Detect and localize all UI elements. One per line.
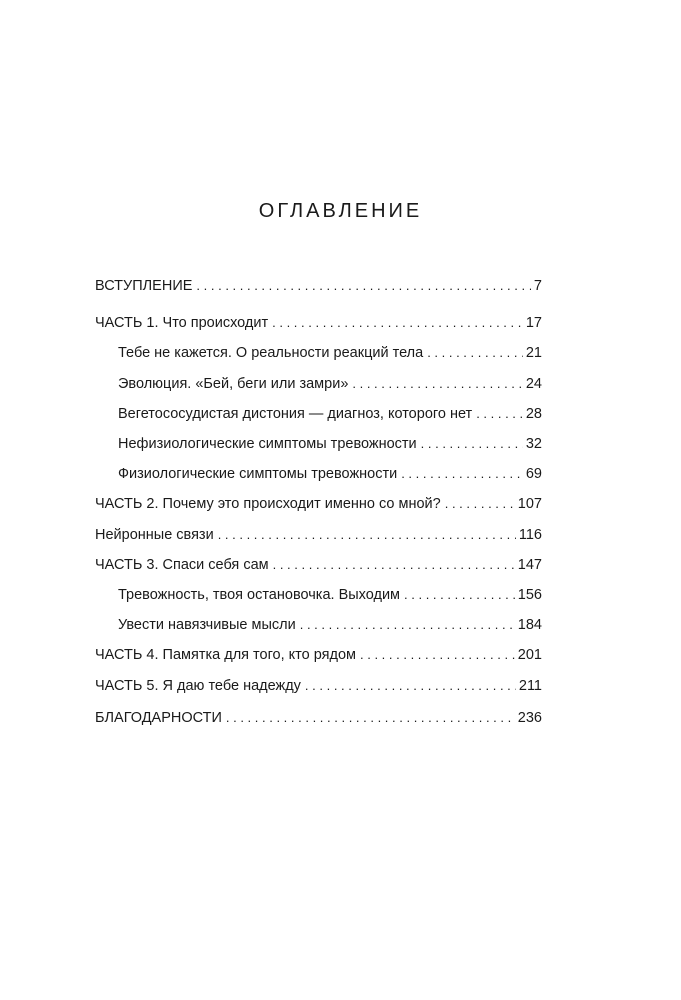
- toc-entry-page-number: 7: [533, 278, 542, 294]
- toc-entry[interactable]: [95, 374, 542, 394]
- toc-entry[interactable]: [95, 494, 542, 514]
- toc-entry-title: Вегетососудистая дистония — диагноз, которого нет: [118, 406, 473, 422]
- dot-leader: [476, 404, 523, 424]
- toc-entry[interactable]: [95, 313, 542, 333]
- toc-entry-title: ЧАСТЬ 4. Памятка для того, кто рядом: [95, 647, 356, 663]
- toc-entry[interactable]: [95, 404, 542, 424]
- toc-entry-page-number: 21: [525, 345, 542, 361]
- toc-entry[interactable]: [95, 645, 542, 665]
- toc-entry[interactable]: [95, 434, 542, 454]
- toc-entry[interactable]: [95, 343, 542, 363]
- toc-entry[interactable]: [95, 525, 542, 545]
- dot-leader: [196, 276, 531, 296]
- toc-entry-title: Тебе не кажется. О реальности реакций тела: [118, 345, 424, 361]
- dot-leader: [421, 434, 523, 454]
- toc-entry[interactable]: [95, 585, 542, 605]
- toc-entry-page-number: 156: [517, 587, 542, 603]
- toc-entry-page-number: 236: [517, 710, 542, 726]
- toc-entry-title: Эволюция. «Бей, беги или замри»: [118, 376, 349, 392]
- toc-entry-title: Тревожность, твоя остановочка. Выходим: [118, 587, 401, 603]
- dot-leader: [360, 645, 515, 665]
- dot-leader: [305, 676, 516, 696]
- dot-leader: [445, 494, 515, 514]
- toc-entry-title: БЛАГОДАРНОСТИ: [95, 710, 222, 726]
- toc-entry-title: Нейронные связи: [95, 527, 214, 543]
- dot-leader: [273, 555, 515, 575]
- toc-entry-page-number: 24: [525, 376, 542, 392]
- toc-entry-title: Увести навязчивые мысли: [118, 617, 296, 633]
- dot-leader: [226, 708, 515, 728]
- toc-entry-page-number: 147: [517, 557, 542, 573]
- toc-entry-page-number: 107: [517, 496, 542, 512]
- toc-entry-page-number: 28: [525, 406, 542, 422]
- toc-entry[interactable]: [95, 676, 542, 696]
- toc-entry[interactable]: [95, 464, 542, 484]
- toc-entry-page-number: 69: [525, 466, 542, 482]
- dot-leader: [218, 525, 516, 545]
- dot-leader: [404, 585, 515, 605]
- toc-entry-page-number: 116: [518, 527, 542, 543]
- toc-entry-title: ЧАСТЬ 1. Что происходит: [95, 315, 269, 331]
- page-title: ОГЛАВЛЕНИЕ: [258, 200, 423, 222]
- toc-entry-title: ЧАСТЬ 2. Почему это происходит именно со мной?: [95, 496, 441, 512]
- toc-entry[interactable]: [95, 276, 542, 296]
- dot-leader: [352, 374, 522, 394]
- dot-leader: [300, 615, 515, 635]
- toc-entry[interactable]: [95, 555, 542, 575]
- toc-entry-page-number: 211: [518, 678, 542, 694]
- toc-entry-title: Физиологические симптомы тревожности: [118, 466, 398, 482]
- toc-entry[interactable]: [95, 708, 542, 728]
- toc-entry-title: Нефизиологические симптомы тревожности: [118, 436, 417, 452]
- toc-entry-page-number: 17: [525, 315, 542, 331]
- toc-entry[interactable]: [95, 615, 542, 635]
- dot-leader: [427, 343, 523, 363]
- dot-leader: [401, 464, 523, 484]
- toc-entry-page-number: 184: [517, 617, 542, 633]
- toc-entry-title: ЧАСТЬ 5. Я даю тебе надежду: [95, 678, 301, 694]
- toc-entry-page-number: 201: [517, 647, 542, 663]
- toc-entry-title: ЧАСТЬ 3. Спаси себя сам: [95, 557, 269, 573]
- toc-entry-page-number: 32: [525, 436, 542, 452]
- toc-entry-title: ВСТУПЛЕНИЕ: [95, 278, 193, 294]
- dot-leader: [272, 313, 523, 333]
